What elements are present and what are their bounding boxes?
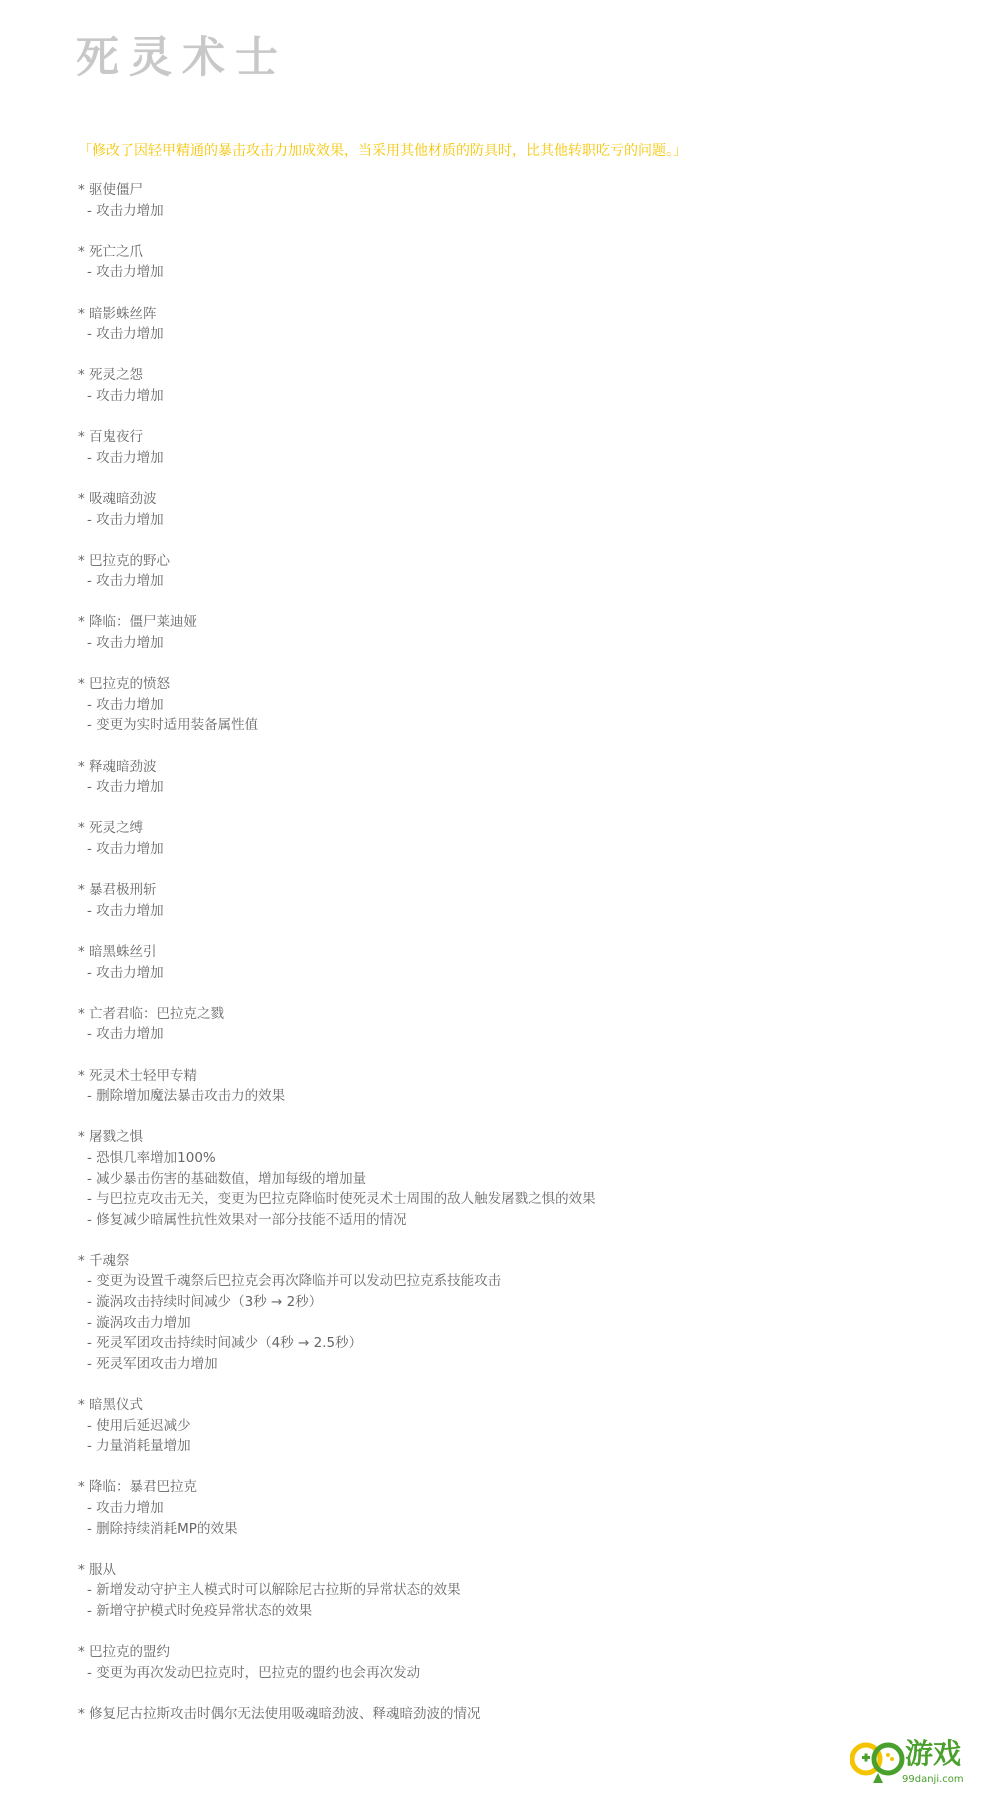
change-item: - 攻击力增加 bbox=[87, 202, 164, 219]
change-item: - 攻击力增加 bbox=[87, 449, 164, 466]
change-item: - 变更为再次发动巴拉克时，巴拉克的盟约也会再次发动 bbox=[87, 1664, 421, 1681]
skill-name: * 死亡之爪 bbox=[78, 243, 144, 260]
skill-section bbox=[78, 1704, 958, 1725]
skill-section bbox=[78, 242, 958, 283]
change-item: - 漩涡攻击持续时间减少（3秒 → 2秒） bbox=[87, 1294, 323, 1311]
gamepad-logo-icon bbox=[850, 1735, 908, 1785]
skill-section bbox=[78, 489, 958, 530]
change-item: - 死灵军团攻击持续时间减少（4秒 → 2.5秒） bbox=[87, 1335, 363, 1352]
change-item: - 删除持续消耗MP的效果 bbox=[87, 1520, 238, 1537]
change-item: - 攻击力增加 bbox=[87, 635, 164, 652]
skill-section bbox=[78, 1477, 958, 1539]
skill-section bbox=[78, 304, 958, 345]
change-item: - 攻击力增加 bbox=[87, 387, 164, 404]
skill-section bbox=[78, 1395, 958, 1457]
change-item: - 攻击力增加 bbox=[87, 511, 164, 528]
change-item: - 恐惧几率增加100% bbox=[87, 1149, 216, 1166]
change-item: - 攻击力增加 bbox=[87, 1026, 164, 1043]
site-watermark-logo bbox=[850, 1735, 980, 1791]
skill-section bbox=[78, 180, 958, 221]
skill-section bbox=[78, 757, 958, 798]
section-spacer bbox=[78, 592, 958, 613]
skill-section bbox=[78, 1560, 958, 1622]
skill-name: * 死灵之缚 bbox=[78, 820, 144, 837]
change-item: - 攻击力增加 bbox=[87, 964, 164, 981]
skill-name: * 修复尼古拉斯攻击时偶尔无法使用吸魂暗劲波、释魂暗劲波的情况 bbox=[78, 1705, 481, 1722]
skill-section bbox=[78, 674, 958, 736]
section-spacer bbox=[78, 1107, 958, 1128]
section-spacer bbox=[78, 468, 958, 489]
skill-name: * 暴君极刑斩 bbox=[78, 882, 157, 899]
change-item: - 攻击力增加 bbox=[87, 326, 164, 343]
section-spacer bbox=[78, 1045, 958, 1066]
change-item: - 漩涡攻击力增加 bbox=[87, 1314, 191, 1331]
change-item: - 删除增加魔法暴击攻击力的效果 bbox=[87, 1088, 286, 1105]
skill-name: * 巴拉克的愤怒 bbox=[78, 676, 171, 693]
skill-name: * 暗黑仪式 bbox=[78, 1397, 144, 1414]
change-item: - 死灵军团攻击力增加 bbox=[87, 1355, 218, 1372]
skill-name: * 屠戮之惧 bbox=[78, 1129, 144, 1146]
change-item: - 攻击力增加 bbox=[87, 902, 164, 919]
skill-name: * 百鬼夜行 bbox=[78, 429, 144, 446]
skill-name: * 暗影蛛丝阵 bbox=[78, 305, 157, 322]
skill-name: * 巴拉克的盟约 bbox=[78, 1644, 171, 1661]
section-spacer bbox=[78, 860, 958, 881]
skill-name: * 千魂祭 bbox=[78, 1252, 130, 1269]
section-spacer bbox=[78, 221, 958, 242]
skill-section bbox=[78, 551, 958, 592]
skill-section bbox=[78, 365, 958, 406]
section-spacer bbox=[78, 1622, 958, 1643]
change-item: - 攻击力增加 bbox=[87, 779, 164, 796]
page-title: 死灵术士 bbox=[76, 33, 288, 83]
skill-name: * 释魂暗劲波 bbox=[78, 758, 157, 775]
skill-name: * 降临：僵尸莱迪娅 bbox=[78, 614, 198, 631]
section-spacer bbox=[78, 1539, 958, 1560]
section-spacer bbox=[78, 983, 958, 1004]
logo-wordmark: 游戏 bbox=[905, 1737, 962, 1770]
change-item: - 攻击力增加 bbox=[87, 1500, 164, 1516]
section-spacer bbox=[78, 1683, 958, 1704]
skill-name: * 暗黑蛛丝引 bbox=[78, 943, 157, 960]
skill-change-list bbox=[78, 180, 958, 1725]
section-spacer bbox=[78, 345, 958, 366]
change-item: - 变更为设置千魂祭后巴拉克会再次降临并可以发动巴拉克系技能攻击 bbox=[87, 1273, 502, 1290]
change-item: - 新增守护模式时免疫异常状态的效果 bbox=[87, 1602, 313, 1619]
skill-section bbox=[78, 942, 958, 983]
skill-name: * 死灵之怨 bbox=[78, 367, 144, 384]
section-spacer bbox=[78, 921, 958, 942]
section-spacer bbox=[78, 798, 958, 819]
change-item: - 修复减少暗属性抗性效果对一部分技能不适用的情况 bbox=[87, 1211, 407, 1228]
section-spacer bbox=[78, 1457, 958, 1478]
skill-section bbox=[78, 1251, 958, 1375]
skill-section bbox=[78, 1642, 958, 1683]
section-spacer bbox=[78, 736, 958, 757]
skill-name: * 服从 bbox=[78, 1561, 117, 1578]
skill-name: * 巴拉克的野心 bbox=[78, 552, 171, 569]
change-item: - 攻击力增加 bbox=[87, 573, 164, 590]
skill-section bbox=[78, 612, 958, 653]
change-item: - 与巴拉克攻击无关，变更为巴拉克降临时使死灵术士周围的敌人触发屠戮之惧的效果 bbox=[87, 1191, 596, 1208]
logo-domain: 99danji.com bbox=[902, 1774, 964, 1785]
change-item: - 变更为实时适用装备属性值 bbox=[87, 717, 259, 734]
change-item: - 使用后延迟减少 bbox=[87, 1417, 191, 1434]
section-spacer bbox=[78, 407, 958, 428]
change-item: - 攻击力增加 bbox=[87, 264, 164, 281]
skill-name: * 亡者君临：巴拉克之戮 bbox=[78, 1005, 225, 1022]
skill-section bbox=[78, 1127, 958, 1230]
skill-section bbox=[78, 818, 958, 859]
patch-notice: 「修改了因轻甲精通的暴击攻击力加成效果，当采用其他材质的防具时，比其他转职吃亏的问题。」 bbox=[78, 143, 687, 159]
skill-name: * 驱使僵尸 bbox=[78, 182, 144, 198]
section-spacer bbox=[78, 283, 958, 304]
skill-name: * 死灵术士轻甲专精 bbox=[78, 1067, 198, 1084]
section-spacer bbox=[78, 1230, 958, 1251]
section-spacer bbox=[78, 530, 958, 551]
change-item: - 新增发动守护主人模式时可以解除尼古拉斯的异常状态的效果 bbox=[87, 1582, 461, 1599]
change-item: - 减少暴击伤害的基础数值，增加每级的增加量 bbox=[87, 1170, 367, 1187]
change-item: - 力量消耗量增加 bbox=[87, 1438, 191, 1455]
section-spacer bbox=[78, 1374, 958, 1395]
skill-name: * 吸魂暗劲波 bbox=[78, 490, 157, 507]
skill-section bbox=[78, 1004, 958, 1045]
change-item: - 攻击力增加 bbox=[87, 696, 164, 713]
skill-section bbox=[78, 880, 958, 921]
skill-section bbox=[78, 1066, 958, 1107]
skill-name: * 降临：暴君巴拉克 bbox=[78, 1479, 198, 1496]
change-item: - 攻击力增加 bbox=[87, 841, 164, 857]
section-spacer bbox=[78, 654, 958, 675]
skill-section bbox=[78, 427, 958, 468]
